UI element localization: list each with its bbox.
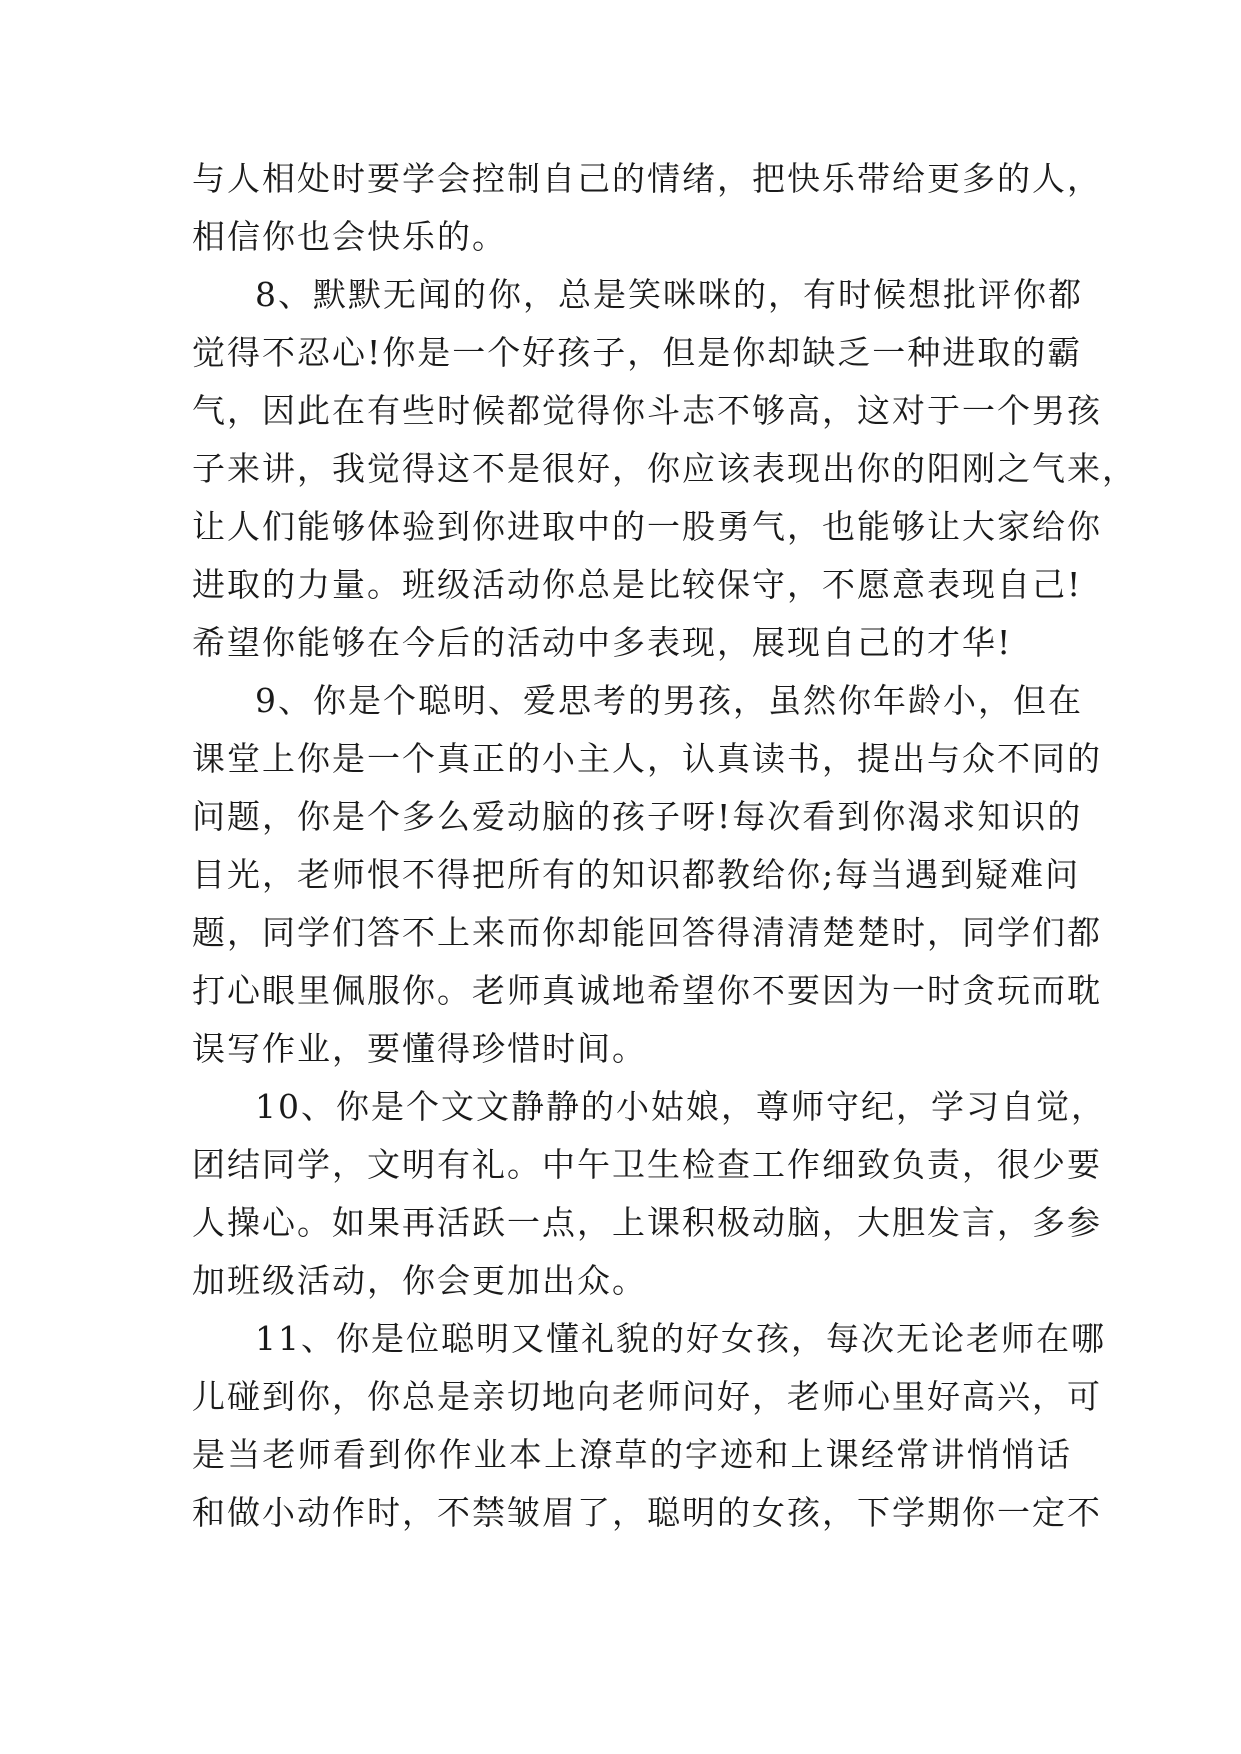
text-line: 11、你是位聪明又懂礼貌的好女孩，每次无论老师在哪 (255, 1319, 1106, 1358)
text-line: 儿碰到你，你总是亲切地向老师问好，老师心里好高兴，可 (192, 1377, 1102, 1416)
text-line: 人操心。如果再活跃一点，上课积极动脑，大胆发言，多参 (192, 1203, 1102, 1242)
text-line: 让人们能够体验到你进取中的一股勇气，也能够让大家给你 (192, 507, 1102, 546)
text-line: 与人相处时要学会控制自己的情绪，把快乐带给更多的人， (192, 159, 1102, 198)
text-line: 希望你能够在今后的活动中多表现，展现自己的才华! (192, 623, 1013, 662)
text-line: 和做小动作时，不禁皱眉了，聪明的女孩，下学期你一定不 (192, 1493, 1102, 1532)
document-body (192, 150, 1137, 1542)
text-line: 是当老师看到你作业本上潦草的字迹和上课经常讲悄悄话 (192, 1435, 1072, 1474)
text-line: 团结同学，文明有礼。中午卫生检查工作细致负责，很少要 (192, 1145, 1102, 1184)
text-line: 进取的力量。班级活动你总是比较保守，不愿意表现自己! (192, 565, 1083, 604)
text-line: 课堂上你是一个真正的小主人，认真读书，提出与众不同的 (192, 739, 1102, 778)
text-line: 误写作业，要懂得珍惜时间。 (192, 1029, 647, 1068)
text-line: 目光，老师恨不得把所有的知识都教给你;每当遇到疑难问 (192, 855, 1081, 894)
text-line: 9、你是个聪明、爱思考的男孩，虽然你年龄小，但在 (255, 681, 1083, 720)
text-line: 觉得不忍心!你是一个好孩子，但是你却缺乏一种进取的霸 (192, 333, 1083, 372)
text-line: 子来讲，我觉得这不是很好，你应该表现出你的阳刚之气来， (192, 449, 1137, 488)
text-line: 问题，你是个多么爱动脑的孩子呀!每次看到你渴求知识的 (192, 797, 1083, 836)
text-line: 8、默默无闻的你，总是笑咪咪的，有时候想批评你都 (255, 275, 1083, 314)
text-line: 题，同学们答不上来而你却能回答得清清楚楚时，同学们都 (192, 913, 1102, 952)
text-line: 气，因此在有些时候都觉得你斗志不够高，这对于一个男孩 (192, 391, 1102, 430)
text-line: 10、你是个文文静静的小姑娘，尊师守纪，学习自觉， (255, 1087, 1106, 1126)
text-line: 加班级活动，你会更加出众。 (192, 1261, 647, 1300)
text-line: 打心眼里佩服你。老师真诚地希望你不要因为一时贪玩而耽 (192, 971, 1102, 1010)
text-line: 相信你也会快乐的。 (192, 217, 507, 256)
